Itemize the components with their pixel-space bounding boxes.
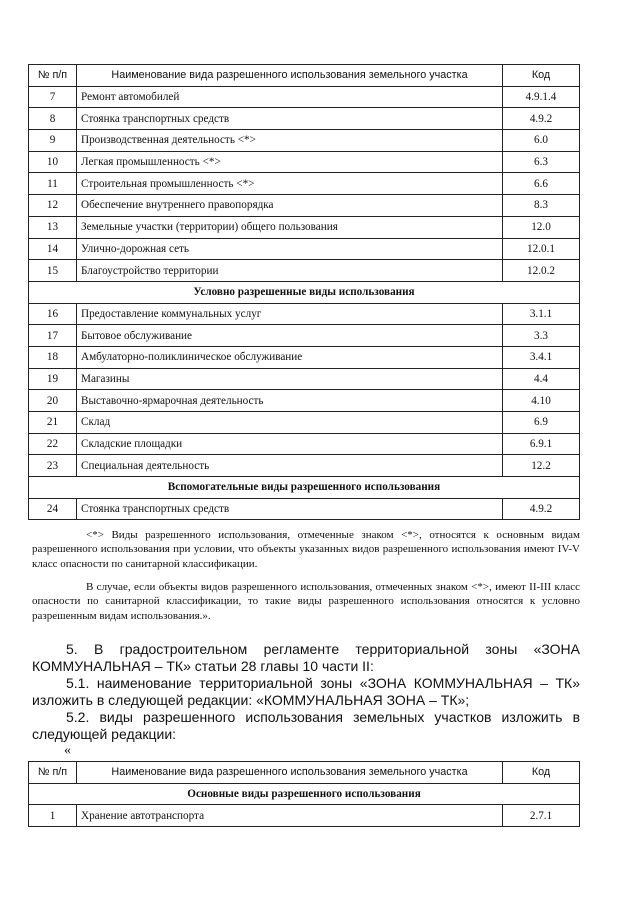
row-name: Складские площадки — [77, 433, 503, 455]
row-name: Стоянка транспортных средств — [77, 108, 503, 130]
row-name: Производственная деятельность <*> — [77, 130, 503, 152]
row-num: 15 — [29, 260, 77, 282]
row-code: 2.7.1 — [503, 805, 580, 827]
paragraph-5: 5. В градостроительном регламенте территориальной зоны «ЗОНА КОММУНАЛЬНАЯ – ТК» статьи 28 главы 10 части II: — [32, 641, 580, 674]
row-num: 13 — [29, 216, 77, 238]
header-num: № п/п — [29, 65, 77, 87]
row-code: 6.9 — [503, 412, 580, 434]
land-use-table-2 — [28, 761, 580, 827]
row-name: Земельные участки (территории) общего пользования — [77, 216, 503, 238]
row-code: 3.1.1 — [503, 303, 580, 325]
row-num: 21 — [29, 412, 77, 434]
row-name: Магазины — [77, 368, 503, 390]
land-use-table-1 — [28, 64, 580, 520]
table-row — [29, 260, 580, 282]
table-row — [29, 325, 580, 347]
opening-quote: « — [64, 743, 71, 758]
row-name: Улично-дорожная сеть — [77, 238, 503, 260]
row-name: Ремонт автомобилей — [77, 86, 503, 108]
row-code: 4.10 — [503, 390, 580, 412]
table-row — [29, 86, 580, 108]
row-code: 4.4 — [503, 368, 580, 390]
row-code: 6.0 — [503, 130, 580, 152]
row-num: 18 — [29, 346, 77, 368]
paragraph-5-1: 5.1. наименование территориальной зоны «ЗОНА КОММУНАЛЬНАЯ – ТК» изложить в следующей редакции: «КОММУНАЛЬНАЯ ЗОНА – ТК»; — [32, 675, 580, 708]
table-row — [29, 455, 580, 477]
row-num: 19 — [29, 368, 77, 390]
row-code: 12.0.2 — [503, 260, 580, 282]
row-num: 20 — [29, 390, 77, 412]
row-name: Склад — [77, 412, 503, 434]
row-code: 8.3 — [503, 195, 580, 217]
row-name: Амбулаторно-поликлиническое обслуживание — [77, 346, 503, 368]
table-row — [29, 151, 580, 173]
table-row — [29, 195, 580, 217]
section-row — [29, 477, 580, 499]
table-row — [29, 805, 580, 827]
table-row — [29, 498, 580, 520]
row-num: 1 — [29, 805, 77, 827]
table-row — [29, 130, 580, 152]
table-row — [29, 346, 580, 368]
row-num: 11 — [29, 173, 77, 195]
section-row — [29, 281, 580, 303]
row-num: 14 — [29, 238, 77, 260]
section-auxiliary-title: Вспомогательные виды разрешенного использования — [29, 477, 580, 499]
row-name: Строительная промышленность <*> — [77, 173, 503, 195]
row-code: 12.0.1 — [503, 238, 580, 260]
row-code: 4.9.2 — [503, 108, 580, 130]
row-name: Стоянка транспортных средств — [77, 498, 503, 520]
header-code: Код — [503, 65, 580, 87]
row-name: Хранение автотранспорта — [77, 805, 503, 827]
footnote-hazard-class: В случае, если объекты видов разрешенного использования, отмеченных знаком <*>, имеют II-III класс опасности по санитарной классификации, то такие виды разрешенного использования относятся к условно разрешенным видам использования.». — [32, 581, 580, 622]
table-row — [29, 412, 580, 434]
row-num: 7 — [29, 86, 77, 108]
header-name: Наименование вида разрешенного использования земельного участка — [77, 762, 503, 784]
row-name: Благоустройство территории — [77, 260, 503, 282]
row-code: 12.0 — [503, 216, 580, 238]
row-name: Выставочно-ярмарочная деятельность — [77, 390, 503, 412]
table-row — [29, 238, 580, 260]
footnote-asterisk: <*> Виды разрешенного использования, отмеченные знаком <*>, относятся к основным видам разрешенного использования при условии, что объекты указанных видов разрешенного использования имеют IV-V класс опасности по санитарной классификации. — [32, 529, 580, 570]
section-main-title: Основные виды разрешенного использования — [29, 783, 580, 805]
table-row — [29, 173, 580, 195]
row-num: 22 — [29, 433, 77, 455]
row-name: Предоставление коммунальных услуг — [77, 303, 503, 325]
table-row — [29, 390, 580, 412]
header-name: Наименование вида разрешенного использования земельного участка — [77, 65, 503, 87]
row-num: 10 — [29, 151, 77, 173]
row-code: 6.6 — [503, 173, 580, 195]
table-header-row — [29, 762, 580, 784]
row-name: Легкая промышленность <*> — [77, 151, 503, 173]
row-name: Специальная деятельность — [77, 455, 503, 477]
row-code: 4.9.2 — [503, 498, 580, 520]
row-code: 6.9.1 — [503, 433, 580, 455]
row-num: 12 — [29, 195, 77, 217]
row-num: 23 — [29, 455, 77, 477]
row-code: 4.9.1.4 — [503, 86, 580, 108]
row-code: 3.4.1 — [503, 346, 580, 368]
header-code: Код — [503, 762, 580, 784]
row-name: Бытовое обслуживание — [77, 325, 503, 347]
row-num: 24 — [29, 498, 77, 520]
row-num: 9 — [29, 130, 77, 152]
row-code: 3.3 — [503, 325, 580, 347]
table-row — [29, 303, 580, 325]
table-row — [29, 368, 580, 390]
table-row — [29, 433, 580, 455]
table-row — [29, 216, 580, 238]
row-num: 8 — [29, 108, 77, 130]
row-num: 16 — [29, 303, 77, 325]
table-header-row — [29, 65, 580, 87]
row-code: 12.2 — [503, 455, 580, 477]
row-name: Обеспечение внутреннего правопорядка — [77, 195, 503, 217]
section-conditional-title: Условно разрешенные виды использования — [29, 281, 580, 303]
section-row — [29, 783, 580, 805]
paragraph-5-2: 5.2. виды разрешенного использования земельных участков изложить в следующей редакции: — [32, 709, 580, 742]
table-row — [29, 108, 580, 130]
header-num: № п/п — [29, 762, 77, 784]
row-num: 17 — [29, 325, 77, 347]
row-code: 6.3 — [503, 151, 580, 173]
